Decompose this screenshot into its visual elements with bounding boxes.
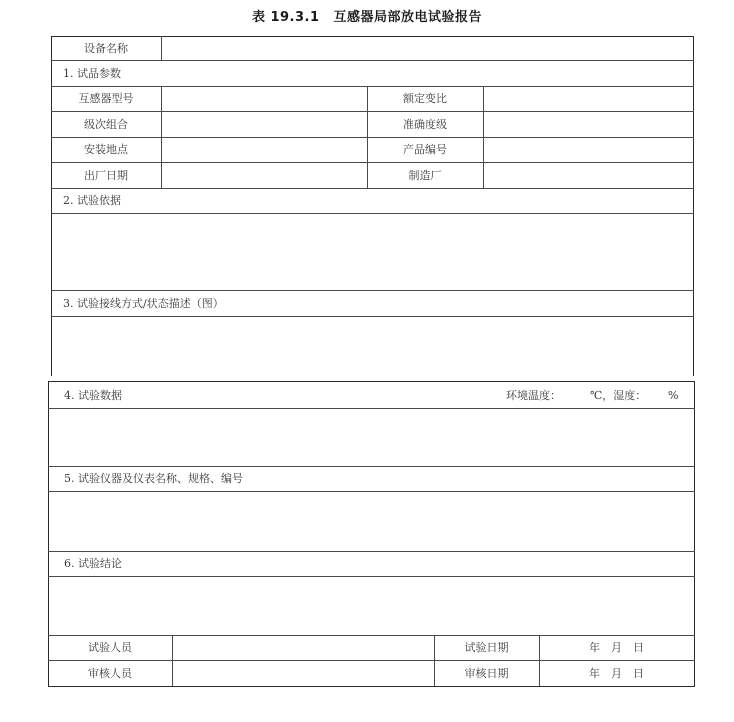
param-field-accuracy-class[interactable]	[484, 112, 693, 137]
divider	[48, 686, 695, 687]
param-label-manufacturer: 制造厂	[408, 168, 442, 182]
param-field-manufacturer[interactable]	[484, 163, 693, 188]
reviewer-field[interactable]	[173, 661, 434, 686]
document-title	[0, 6, 734, 25]
param-label-product-number: 产品编号	[403, 143, 447, 156]
section2-body-field[interactable]	[52, 214, 693, 290]
test-date-label: 试验日期	[464, 641, 509, 654]
humidity-field[interactable]	[644, 386, 666, 404]
section4-title: 4. 试验数据	[64, 388, 122, 402]
humidity-label: ℃，湿度：	[590, 388, 647, 402]
param-field-manufacture-date[interactable]	[162, 163, 367, 188]
param-field-transformer-model[interactable]	[162, 87, 367, 111]
section5-title: 5. 试验仪器及仪表名称、规格、编号	[64, 472, 243, 485]
review-date-field[interactable]: 年 月 日	[589, 666, 644, 680]
param-label-class-combination: 级次组合	[84, 117, 128, 131]
section1-title: 1. 试品参数	[63, 66, 121, 80]
bottom-table-right-border	[694, 381, 695, 687]
section2-title: 2. 试验依据	[63, 194, 121, 207]
section3-body-field[interactable]	[52, 317, 693, 376]
section6-title: 6. 试验结论	[64, 557, 122, 570]
param-label-rated-ratio: 额定变比	[403, 92, 447, 105]
top-table-right-border	[693, 36, 694, 376]
param-field-rated-ratio[interactable]	[484, 87, 693, 111]
param-label-transformer-model: 互感器型号	[78, 92, 134, 105]
review-date-label: 审核日期	[464, 666, 509, 680]
table-number: 表 19.3.1	[251, 10, 320, 25]
reviewer-label: 审核人员	[88, 666, 132, 680]
tester-field[interactable]	[173, 636, 434, 660]
test-date-field[interactable]: 年 月 日	[589, 641, 644, 654]
param-label-manufacture-date: 出厂日期	[84, 168, 128, 182]
param-label-accuracy-class: 准确度级	[403, 117, 447, 131]
device-name-label: 设备名称	[84, 41, 128, 55]
tester-label: 试验人员	[88, 641, 132, 654]
section6-body-field[interactable]	[49, 577, 694, 635]
env-temp-label: 环境温度：	[506, 388, 561, 402]
humidity-unit: %	[668, 388, 679, 402]
section3-title: 3. 试验接线方式/状态描述（图）	[63, 296, 224, 310]
param-field-class-combination[interactable]	[162, 112, 367, 137]
env-temp-field[interactable]	[568, 386, 590, 404]
param-label-install-location: 安装地点	[84, 143, 128, 156]
section5-body-field[interactable]	[49, 492, 694, 551]
param-field-product-number[interactable]	[484, 138, 693, 162]
device-name-field[interactable]	[162, 37, 693, 60]
section4-body-field[interactable]	[49, 409, 694, 466]
report-title: 互感器局部放电试验报告	[333, 10, 483, 25]
param-field-install-location[interactable]	[162, 138, 367, 162]
